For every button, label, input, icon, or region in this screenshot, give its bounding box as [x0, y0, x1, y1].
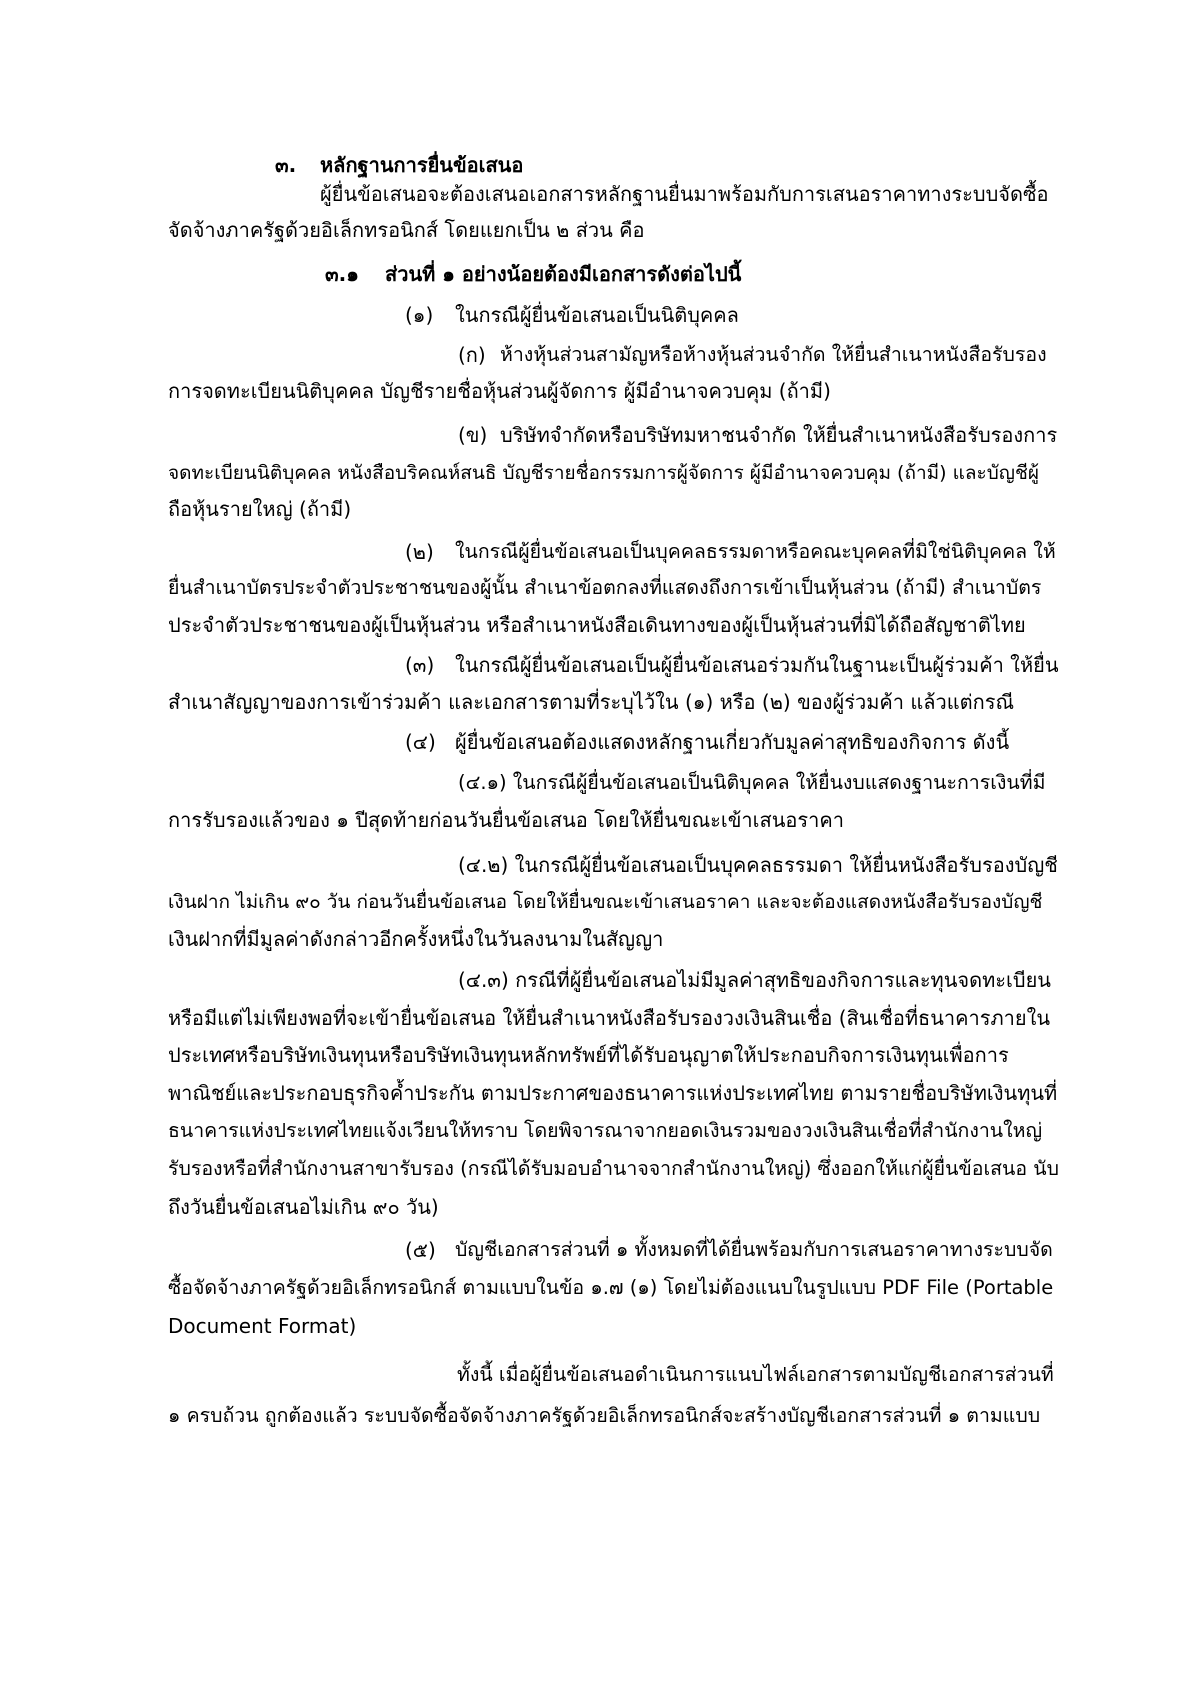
item4-3-line6: รับรองหรือที่สำนักงานสาขารับรอง (กรณีได้รับมอบอำนาจจากสำนักงานใหญ่) ซึ่งออกให้แก่ผู้ยื่นข้อเสนอ นับ — [168, 1157, 1059, 1180]
section-number: ๓. — [275, 153, 297, 177]
item1b-number: (ข) — [458, 423, 488, 447]
item4-3-line7: ถึงวันยื่นข้อเสนอไม่เกิน ๙๐ วัน) — [168, 1195, 439, 1219]
item4-2-line3: เงินฝากที่มีมูลค่าดังกล่าวอีกครั้งหนึ่งในวันลงนามในสัญญา — [168, 927, 664, 951]
item1a-line1: ห้างหุ้นส่วนสามัญหรือห้างหุ้นส่วนจำกัด ให้ยื่นสำเนาหนังสือรับรอง — [500, 343, 1047, 366]
item4-1-line2: การรับรองแล้วของ ๑ ปีสุดท้ายก่อนวันยื่นข้อเสนอ โดยให้ยื่นขณะเข้าเสนอราคา — [168, 808, 844, 832]
item1a-line2: การจดทะเบียนนิติบุคคล บัญชีรายชื่อหุ้นส่วนผู้จัดการ ผู้มีอำนาจควบคุม (ถ้ามี) — [168, 379, 831, 403]
section-heading: หลักฐานการยื่นข้อเสนอ — [320, 153, 524, 177]
item4-text: ผู้ยื่นข้อเสนอต้องแสดงหลักฐานเกี่ยวกับมูลค่าสุทธิของกิจการ ดังนี้ — [455, 730, 1010, 754]
item4-3-line1: (๔.๓) กรณีที่ผู้ยื่นข้อเสนอไม่มีมูลค่าสุทธิของกิจการและทุนจดทะเบียน — [458, 968, 1051, 992]
item3-line1: ในกรณีผู้ยื่นข้อเสนอเป็นผู้ยื่นข้อเสนอร่วมกันในฐานะเป็นผู้ร่วมค้า ให้ยื่น — [455, 653, 1059, 677]
subsection-number: ๓.๑ — [325, 262, 359, 286]
item4-3-line2: หรือมีแต่ไม่เพียงพอที่จะเข้ายื่นข้อเสนอ ให้ยื่นสำเนาหนังสือรับรองวงเงินสินเชื่อ (สินเชื่อที่ธนาคารภายใน — [168, 1006, 1051, 1030]
section-intro-line2: จัดจ้างภาครัฐด้วยอิเล็กทรอนิกส์ โดยแยกเป็น ๒ ส่วน คือ — [168, 218, 645, 242]
item4-1-line1: (๔.๑) ในกรณีผู้ยื่นข้อเสนอเป็นนิติบุคคล ให้ยื่นงบแสดงฐานะการเงินที่มี — [458, 771, 1046, 794]
item1b-line3: ถือหุ้นรายใหญ่ (ถ้ามี) — [168, 497, 352, 521]
item4-number: (๔) — [405, 730, 436, 754]
item2-line3: ประจำตัวประชาชนของผู้เป็นหุ้นส่วน หรือสำเนาหนังสือเดินทางของผู้เป็นหุ้นส่วนที่มิได้ถือสัญชาติไทย — [168, 613, 1026, 637]
closing-line1: ทั้งนี้ เมื่อผู้ยื่นข้อเสนอดำเนินการแนบไฟล์เอกสารตามบัญชีเอกสารส่วนที่ — [457, 1363, 1054, 1386]
item2-line2: ยื่นสำเนาบัตรประจำตัวประชาชนของผู้นั้น สำเนาข้อตกลงที่แสดงถึงการเข้าเป็นหุ้นส่วน (ถ้ามี) สำเนาบัตร — [168, 576, 1042, 599]
item5-line3: Document Format) — [168, 1314, 357, 1338]
item3-number: (๓) — [405, 653, 435, 677]
item5-line1: บัญชีเอกสารส่วนที่ ๑ ทั้งหมดที่ได้ยื่นพร้อมกับการเสนอราคาทางระบบจัด — [455, 1238, 1053, 1261]
item4-3-line5: ธนาคารแห่งประเทศไทยแจ้งเวียนให้ทราบ โดยพิจารณาจากยอดเงินรวมของวงเงินสินเชื่อที่สำนักงานใหญ่ — [168, 1119, 1043, 1142]
item1b-line1: บริษัทจำกัดหรือบริษัทมหาชนจำกัด ให้ยื่นสำเนาหนังสือรับรองการ — [500, 423, 1058, 447]
section-intro-line1: ผู้ยื่นข้อเสนอจะต้องเสนอเอกสารหลักฐานยื่นมาพร้อมกับการเสนอราคาทางระบบจัดซื้อ — [320, 182, 1049, 206]
item1a-number: (ก) — [458, 343, 486, 367]
item1b-line2: จดทะเบียนนิติบุคคล หนังสือบริคณห์สนธิ บัญชีรายชื่อกรรมการผู้จัดการ ผู้มีอำนาจควบคุม (ถ้ามี) และบัญชีผู้ — [168, 462, 1039, 484]
item4-3-line4: พาณิชย์และประกอบธุรกิจค้ำประกัน ตามประกาศของธนาคารแห่งประเทศไทย ตามรายชื่อบริษัทเงินทุนที่ — [168, 1081, 1058, 1105]
subsection-heading: ส่วนที่ ๑ อย่างน้อยต้องมีเอกสารดังต่อไปนี้ — [385, 262, 742, 286]
item4-3-line3: ประเทศหรือบริษัทเงินทุนหรือบริษัทเงินทุนหลักทรัพย์ที่ได้รับอนุญาตให้ประกอบกิจการเงินทุนเพื่อการ — [168, 1043, 1009, 1067]
item5-line2: ซื้อจัดจ้างภาครัฐด้วยอิเล็กทรอนิกส์ ตามแบบในข้อ ๑.๗ (๑) โดยไม่ต้องแนบในรูปแบบ PDF File (Portable — [168, 1276, 1054, 1299]
closing-line2: ๑ ครบถ้วน ถูกต้องแล้ว ระบบจัดซื้อจัดจ้างภาครัฐด้วยอิเล็กทรอนิกส์จะสร้างบัญชีเอกสารส่วนที่ ๑ ตามแบบ — [168, 1404, 1041, 1427]
item4-2-line2: เงินฝาก ไม่เกิน ๙๐ วัน ก่อนวันยื่นข้อเสนอ โดยให้ยื่นขณะเข้าเสนอราคา และจะต้องแสดงหนังสือรับรองบัญชี — [168, 891, 1043, 913]
item5-number: (๕) — [405, 1238, 436, 1262]
item3-line2: สำเนาสัญญาของการเข้าร่วมค้า และเอกสารตามที่ระบุไว้ใน (๑) หรือ (๒) ของผู้ร่วมค้า แล้วแต่กรณี — [168, 690, 1015, 714]
item1-text: ในกรณีผู้ยื่นข้อเสนอเป็นนิติบุคคล — [455, 303, 739, 327]
item2-number: (๒) — [405, 540, 434, 564]
item2-line1: ในกรณีผู้ยื่นข้อเสนอเป็นบุคคลธรรมดาหรือคณะบุคคลที่มิใช่นิติบุคคล ให้ — [455, 540, 1056, 563]
item4-2-line1: (๔.๒) ในกรณีผู้ยื่นข้อเสนอเป็นบุคคลธรรมดา ให้ยื่นหนังสือรับรองบัญชี — [458, 853, 1058, 877]
item1-number: (๑) — [405, 303, 434, 327]
